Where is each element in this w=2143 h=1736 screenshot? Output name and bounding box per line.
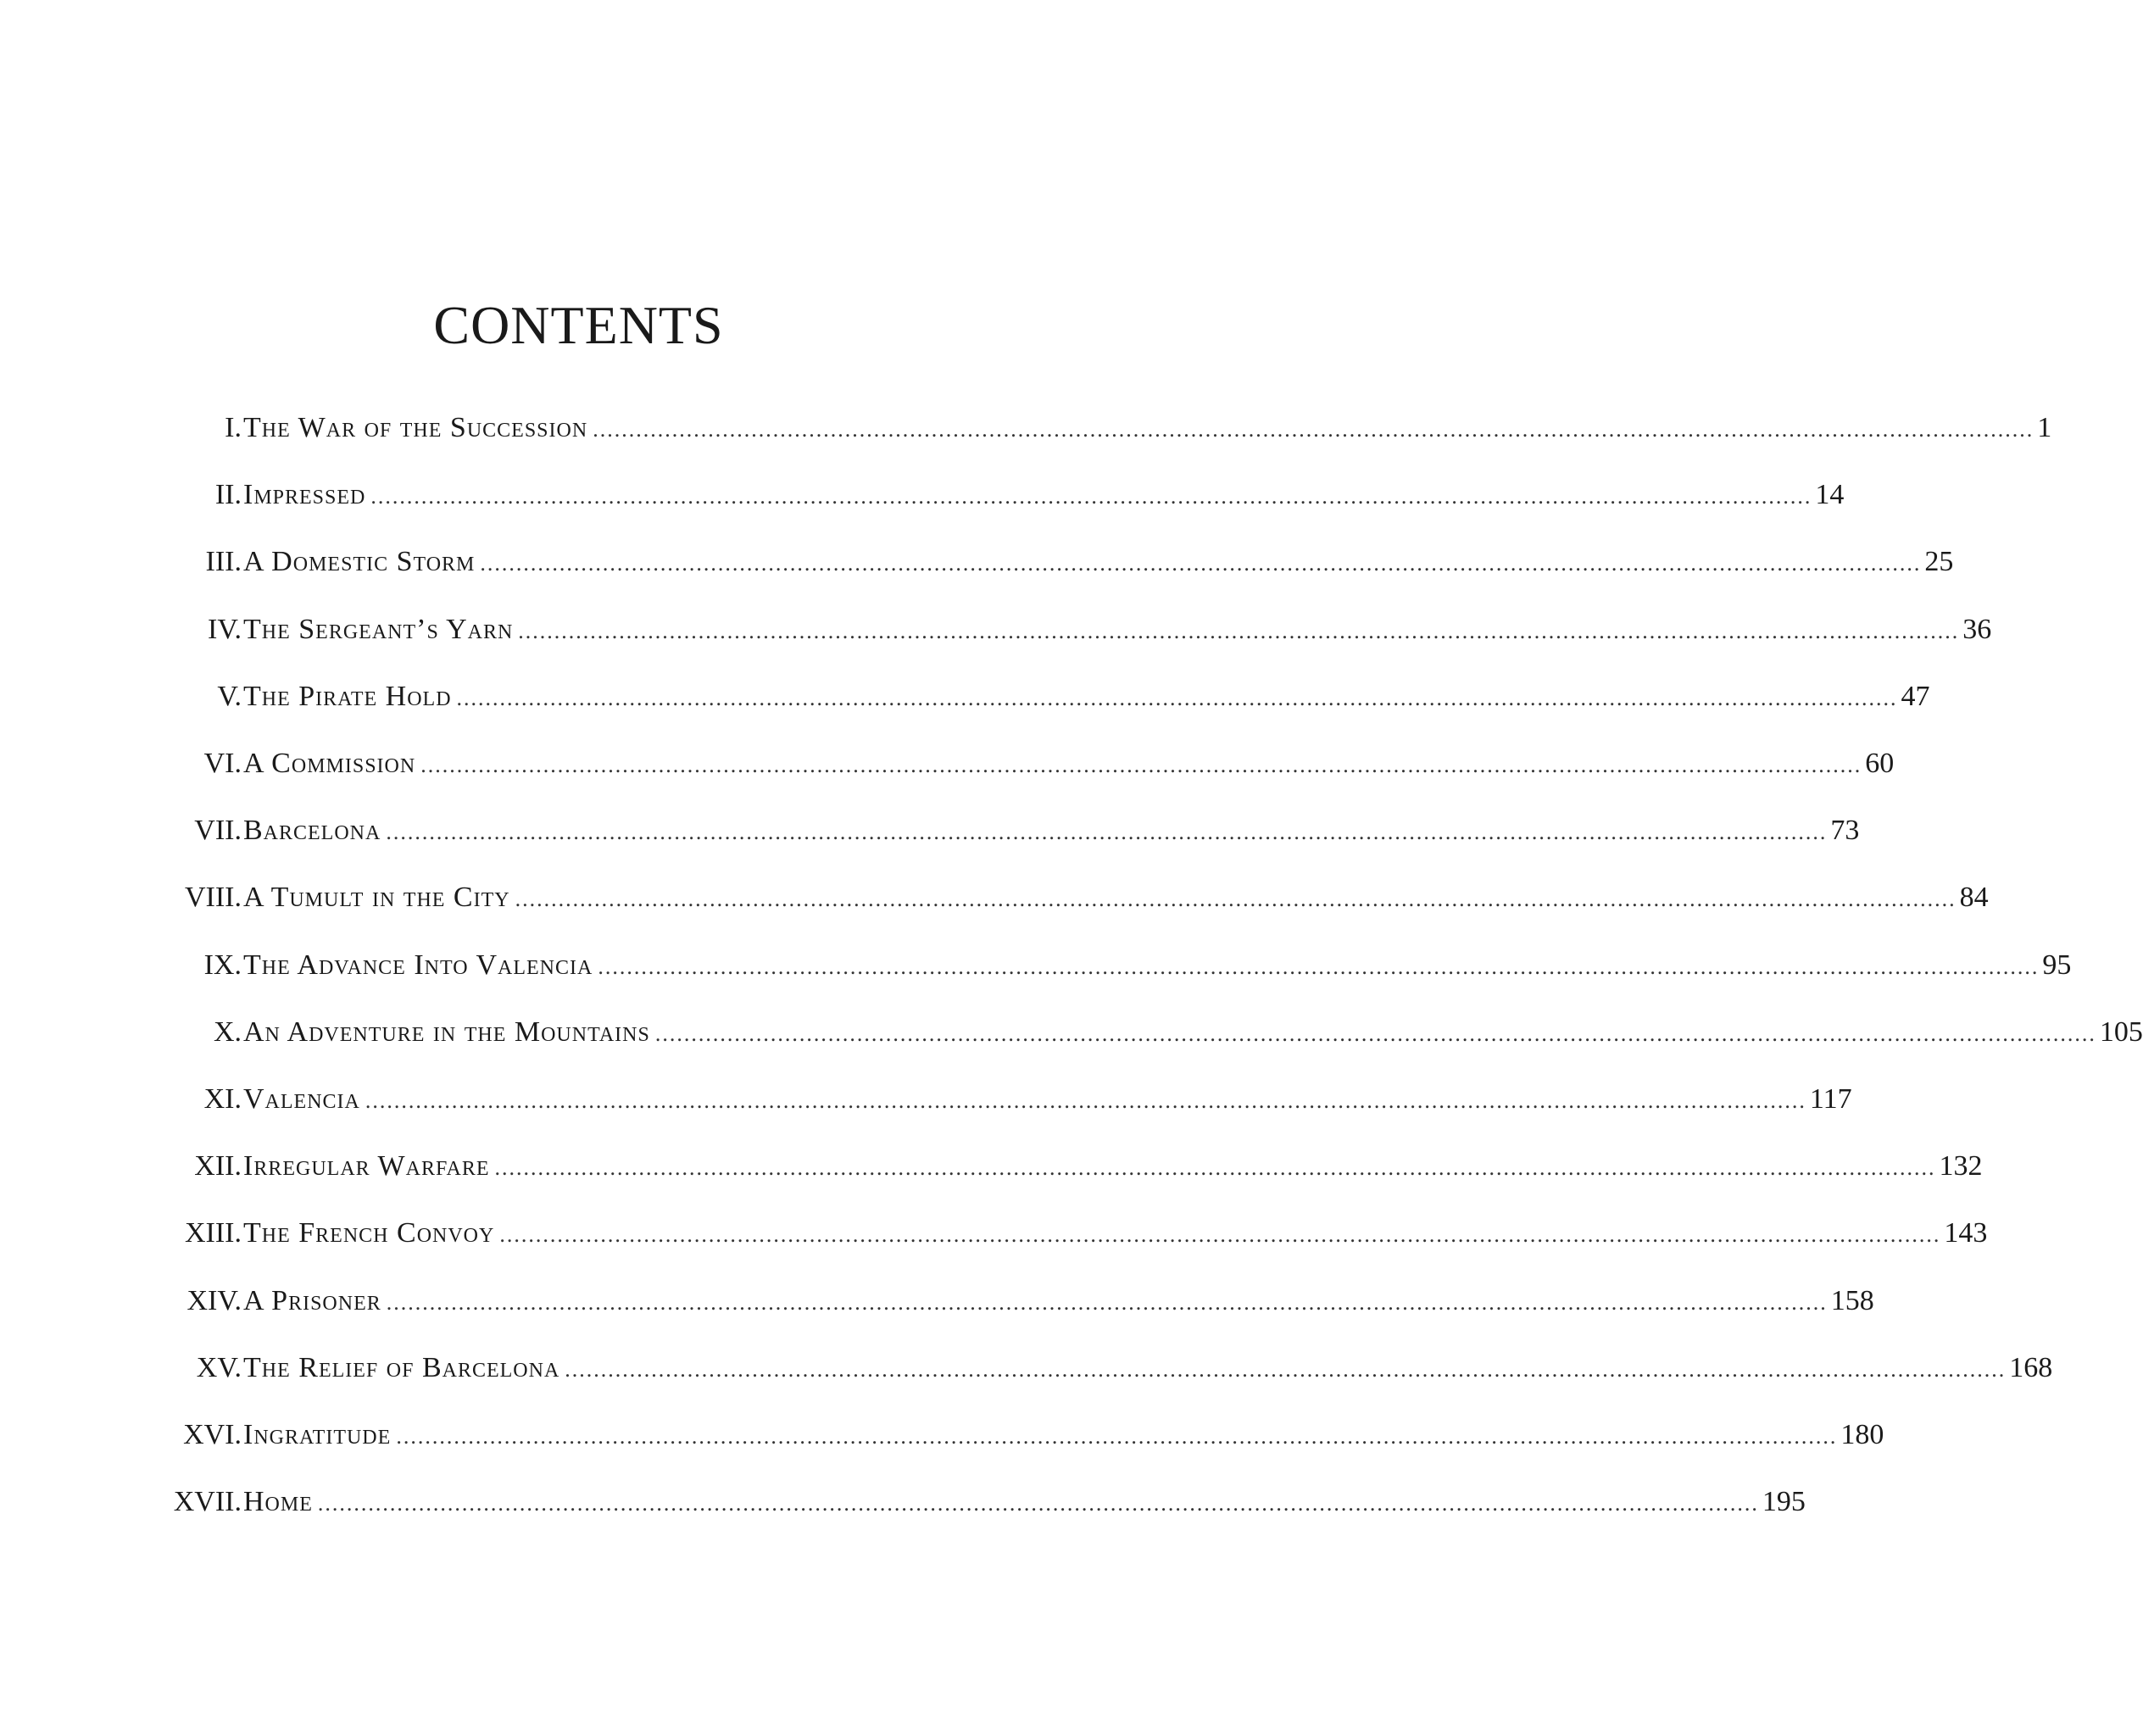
dot-leader: ........................................................................................................................................................................................................ <box>365 1088 1806 1113</box>
page-number: 73 <box>1830 815 1860 847</box>
page-number: 47 <box>1901 680 1930 712</box>
dot-leader: ........................................................................................................................................................................................................ <box>494 1155 1936 1181</box>
chapter-line <box>243 676 1930 720</box>
chapter-title: The Relief of Barcelona <box>243 1351 560 1383</box>
chapter-title: The Sergeant’s Yarn <box>243 613 514 645</box>
chapter-title: The Advance Into Valencia <box>243 949 593 981</box>
chapter-line <box>243 743 1895 787</box>
toc-entry <box>0 676 1930 718</box>
chapter-title: Valencia <box>243 1083 360 1115</box>
dot-leader: ........................................................................................................................................................................................................ <box>386 1289 1828 1315</box>
chapter-title: Ingratitude <box>243 1419 392 1450</box>
chapter-numeral: VI. <box>203 748 242 779</box>
toc-entry <box>0 609 1992 651</box>
toc-entry <box>0 1280 1874 1322</box>
dot-leader: ........................................................................................................................................................................................................ <box>420 753 1862 777</box>
chapter-line <box>243 876 1989 921</box>
chapter-line <box>243 541 1954 585</box>
chapter-title: Impressed <box>243 479 366 511</box>
contents-heading: CONTENTS <box>433 295 724 355</box>
toc-entry <box>0 407 2052 449</box>
page-number: 168 <box>2009 1351 2053 1383</box>
chapter-numeral: XI. <box>203 1083 242 1115</box>
chapter-title: Home <box>243 1486 313 1518</box>
page-number: 158 <box>1830 1284 1874 1316</box>
dot-leader: ........................................................................................................................................................................................................ <box>598 954 2040 979</box>
toc-entry <box>0 1078 1852 1121</box>
dot-leader: ........................................................................................................................................................................................................ <box>593 417 2034 442</box>
toc-entry <box>0 541 1954 583</box>
chapter-numeral: XII. <box>194 1150 242 1182</box>
chapter-title: A Prisoner <box>243 1284 381 1316</box>
dot-leader: ........................................................................................................................................................................................................ <box>386 820 1828 845</box>
chapter-numeral: III. <box>205 546 242 578</box>
toc-entry <box>0 1011 2143 1054</box>
page-number: 1 <box>2037 412 2052 443</box>
chapter-numeral: IV. <box>208 613 242 645</box>
chapter-title: An Adventure in the Mountains <box>243 1015 650 1048</box>
toc-entry <box>0 743 1895 785</box>
chapter-line <box>243 1347 2053 1391</box>
chapter-line <box>243 1481 1806 1525</box>
toc-entry <box>0 1481 1806 1523</box>
dot-leader: ........................................................................................................................................................................................................ <box>370 484 1812 509</box>
chapter-numeral: IX. <box>203 949 242 981</box>
page-number: 132 <box>1939 1150 1983 1182</box>
toc-entry <box>0 944 2072 987</box>
chapter-title: Irregular Warfare <box>243 1150 490 1182</box>
chapter-title: The French Convoy <box>243 1217 495 1249</box>
chapter-line <box>243 609 1992 653</box>
chapter-line <box>243 1145 1983 1189</box>
page-number: 84 <box>1959 882 1989 914</box>
page-number: 95 <box>2042 949 2072 981</box>
chapter-line <box>243 1280 1874 1324</box>
chapter-numeral: II. <box>214 479 242 511</box>
toc-entry <box>0 1145 1983 1188</box>
page-number: 180 <box>1840 1419 1884 1450</box>
chapter-numeral: XIII. <box>184 1217 242 1249</box>
dot-leader: ........................................................................................................................................................................................................ <box>317 1491 1759 1516</box>
dot-leader: ........................................................................................................................................................................................................ <box>396 1424 1838 1449</box>
toc-entry <box>0 1212 1988 1255</box>
chapter-title: A Tumult in the City <box>243 882 510 914</box>
page-number: 14 <box>1815 479 1845 511</box>
chapter-numeral: VIII. <box>184 882 242 914</box>
page-number: 60 <box>1865 748 1895 779</box>
chapter-numeral: XVII. <box>173 1486 242 1518</box>
dot-leader: ........................................................................................................................................................................................................ <box>480 551 1922 576</box>
chapter-title: A Commission <box>243 748 416 779</box>
toc-entry <box>0 1414 1884 1456</box>
chapter-title: The Pirate Hold <box>243 680 452 712</box>
toc-entry <box>0 810 1860 852</box>
chapter-line <box>243 474 1845 518</box>
chapter-line <box>243 810 1860 854</box>
chapter-line <box>243 944 2072 988</box>
chapter-line <box>243 1078 1852 1122</box>
page-number: 117 <box>1809 1083 1852 1115</box>
chapter-numeral: I. <box>225 412 242 443</box>
page-number: 195 <box>1762 1486 1806 1518</box>
chapter-numeral: XIV. <box>186 1284 242 1316</box>
chapter-numeral: X. <box>213 1015 242 1048</box>
page-number: 36 <box>1962 613 1992 645</box>
toc-entry <box>0 876 1989 919</box>
toc-entry <box>0 474 1845 516</box>
page-number: 105 <box>2099 1015 2143 1048</box>
chapter-title: The War of the Succession <box>243 412 588 443</box>
chapter-title: Barcelona <box>243 815 381 847</box>
toc-entry <box>0 1347 2053 1389</box>
dot-leader: ........................................................................................................................................................................................................ <box>456 685 1898 710</box>
chapter-line <box>243 1212 1988 1256</box>
dot-leader: ........................................................................................................................................................................................................ <box>654 1021 2096 1046</box>
dot-leader: ........................................................................................................................................................................................................ <box>499 1222 1941 1248</box>
dot-leader: ........................................................................................................................................................................................................ <box>518 618 1960 643</box>
dot-leader: ........................................................................................................................................................................................................ <box>515 887 1957 912</box>
chapter-numeral: XVI. <box>183 1419 242 1450</box>
chapter-numeral: V. <box>217 680 242 712</box>
dot-leader: ........................................................................................................................................................................................................ <box>565 1356 2007 1382</box>
chapter-numeral: VII. <box>194 815 242 847</box>
page-number: 143 <box>1944 1217 1988 1249</box>
page-number: 25 <box>1924 546 1954 578</box>
chapter-line <box>243 1414 1884 1458</box>
chapter-title: A Domestic Storm <box>243 546 476 578</box>
chapter-line <box>243 407 2052 451</box>
chapter-line <box>243 1011 2143 1055</box>
chapter-numeral: XV. <box>196 1351 242 1383</box>
